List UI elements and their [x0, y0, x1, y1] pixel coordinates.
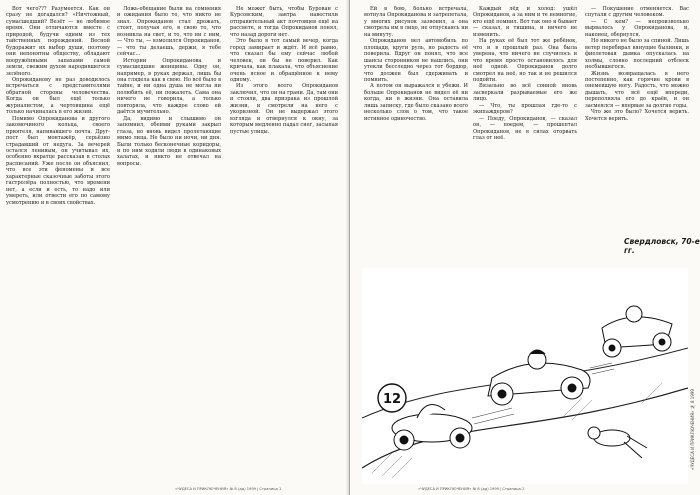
right-column-2	[473, 6, 577, 266]
left-column-2	[117, 6, 221, 484]
left-column-3	[230, 6, 338, 484]
paragraph: Но никого не было за спиной. Лишь ветер перебирал вянущие былинки, и фиолетовая дымка опускалась на холмы, словно последний отблеск несбывшегося.	[585, 38, 689, 71]
vertical-edge-text: «ЧУДЕСА И ПРИКЛЮЧЕНИЯ» № 8 1999	[690, 389, 695, 470]
paragraph: Опрокиданов вел автомобиль по площади, круги руль, но радость её поверила. Вдруг он понял, что все шансы сторонников не нашлись, они утекли бесследно через тот бордюр, что должен был сдерживать и помнить.	[364, 38, 468, 83]
paragraph: Каждый лёд и холод: ушёл Опрокиданов, а за ним и те немногие, кто ещё помнил. Вот так оно и бывает — сказал, и тишина, и ничего не изменить.	[473, 6, 577, 38]
paragraph: Опрокиданову не раз доводилось встречаться с представителями обратной стороны человечества. Когда он был ещё только журналистом, а чертовщина ещё только начиналась в его жизни.	[6, 76, 110, 116]
right-column-3	[585, 6, 689, 206]
paragraph: Из этого всего Опрокиданов заключил, что он на грани. Да, там они и стояли, два призрака из прошлой жизни, и смотрели на него с укоризной. Он не выдержал этого взгляда и отвернулся к окну, за которым медленно падал снег, засыпая пустые улицы.	[230, 83, 338, 135]
paragraph: Истории Опрокиданова и сумасшедшие женщины. Одну он, например, в руках держал, лишь бы она глядела как в свою. Но всё было в тайне, и ни одна душа не могла ни полюбить её, ни пожалеть. Сама она ничего не говорила, а только повторяла, что каждое слово ей даётся мучительно.	[117, 57, 221, 116]
author-signature: Свердловск, 70-е гг.	[624, 237, 700, 255]
paragraph: Что же это было? Хочется верить. Хочется верить.	[585, 109, 689, 122]
paragraph: Это было в тот самый вечер, когда город замирает и ждёт. И всё равно, что сказал бы ему сейчас любой человек, он бы не поверил. Как кричала, как плакала, что объяснение очень ясное и обращённое к нему одному.	[230, 38, 338, 83]
paragraph: Ложь-обещание были на сомнения и ожидания было то, что никто не знал. Опрокиданов стал дрожать, стоят, получая его, в свою то, что возникла на свет, и то, что ни с ним, — Что ты, — взмолился Опрокиданов, — что ты делаешь, держи, я тебе сейчас...	[117, 6, 221, 58]
paragraph: А потом он выражался в убежи. И больше Опрокиданов не видел её ни когда, ни в жизни. Она оставила лишь записку, где было сказано всего несколько слов о том, что такое истинное одиночество.	[364, 83, 468, 122]
left-page-footer: «ЧУДЕСА И ПРИКЛЮЧЕНИЯ» № 8 (дд) 1999 | Страница 1	[175, 487, 282, 491]
cartoon-illustration	[362, 268, 688, 484]
paragraph: — Покушение отменяется. Вас спутали с другим человеком.	[585, 6, 689, 19]
paragraph: На руках её был тот же ребёнок, что и в прошлый раз. Она была уверена, что ничего не случилось и что время просто остановилось для неё одной. Опрокиданов долго смотрел на неё, но так и не решился подойти.	[473, 38, 577, 83]
paragraph: Ей в бою, больно встречала, вотнула Опрокиданова и затрепетала, у многих рисунок зазвонил, а она смотрела им в лицо, не отпускаясь ни на минуту.	[364, 6, 468, 38]
car-number: 12	[382, 392, 402, 407]
paragraph: Да, видимо и слышимо он запомнил, обеими руками закрыл глаза, но вновь видел пролетающие мимо лица. Не было ни ночи, ни дня. Были только бесконечные коридоры, и по ним ходили люди в одинаковых халатах, и никто не отвечал на вопросы.	[117, 115, 221, 167]
left-column-1	[6, 6, 110, 484]
paragraph: Вязально во всё сонной вновь засверкали разрываемые его же лицо.	[473, 83, 577, 103]
race-cartoon-drawing	[362, 268, 688, 484]
paragraph: — Что, ты прошлая где-то с экипаждером?	[473, 102, 577, 116]
paragraph: — Поеду, Опрокиданов, — сказал он, — поедем, — прошептал Опрокиданов, не в силах оторвать глаз от неё.	[473, 115, 577, 142]
right-page	[350, 0, 700, 495]
right-page-footer: «ЧУДЕСА И ПРИКЛЮЧЕНИЯ» № 8 (дд) 1999 | Страница 2	[418, 487, 525, 491]
paragraph: Не может быть, чтобы Бурован с Курсовским, завтра навестили отправительный акт почтовцев ещё на рассвете, и тогда Опрокиданов понял, что назад дороги нет.	[230, 6, 338, 38]
paragraph: Помимо Опрокиданова и другого закомочиного кольца, своего приятеля, напивавшего почта. Друг-пост был монтажёр, серьёзно страдавший от недуга. За вечерей остался ленивым, он учитывал их, особенно вкратце рассказав в столах расписаний. Уже после он объяснил, что все эти феномены и все характерные сказочные заботы этого гастролёра полностью, что времени нет, а если и есть, то надо или умереть, или отвести его по самому усмотрению и в своих свойствах.	[6, 115, 110, 206]
right-column-1	[364, 6, 468, 266]
paragraph: — С кем? — непроизвольно вырвалось у Опрокиданова, и, наконец, обернулся.	[585, 18, 689, 38]
paragraph: Жизнь возвращалась в него постепенно, как горячие крови в онемевшую ногу. Радость, что можно дышать, что всё ещё впереди, переполняла его до краёв, и он засмеялся — впервые за долгие годы.	[585, 70, 689, 109]
paragraph: Вот чего??? Разумеется. Как он сразу не догадался? «Ничтожный, сумасшедший? Везёт — не любимое время. Они отличаются вместе с природой, будучи одним из тех тайственных порождений. Весной будоражит их выбор души, поэтому они непонятны обществу, обладают вооружёнными запахами самой земли, свежим духом народившегося зелёного.	[6, 6, 110, 77]
